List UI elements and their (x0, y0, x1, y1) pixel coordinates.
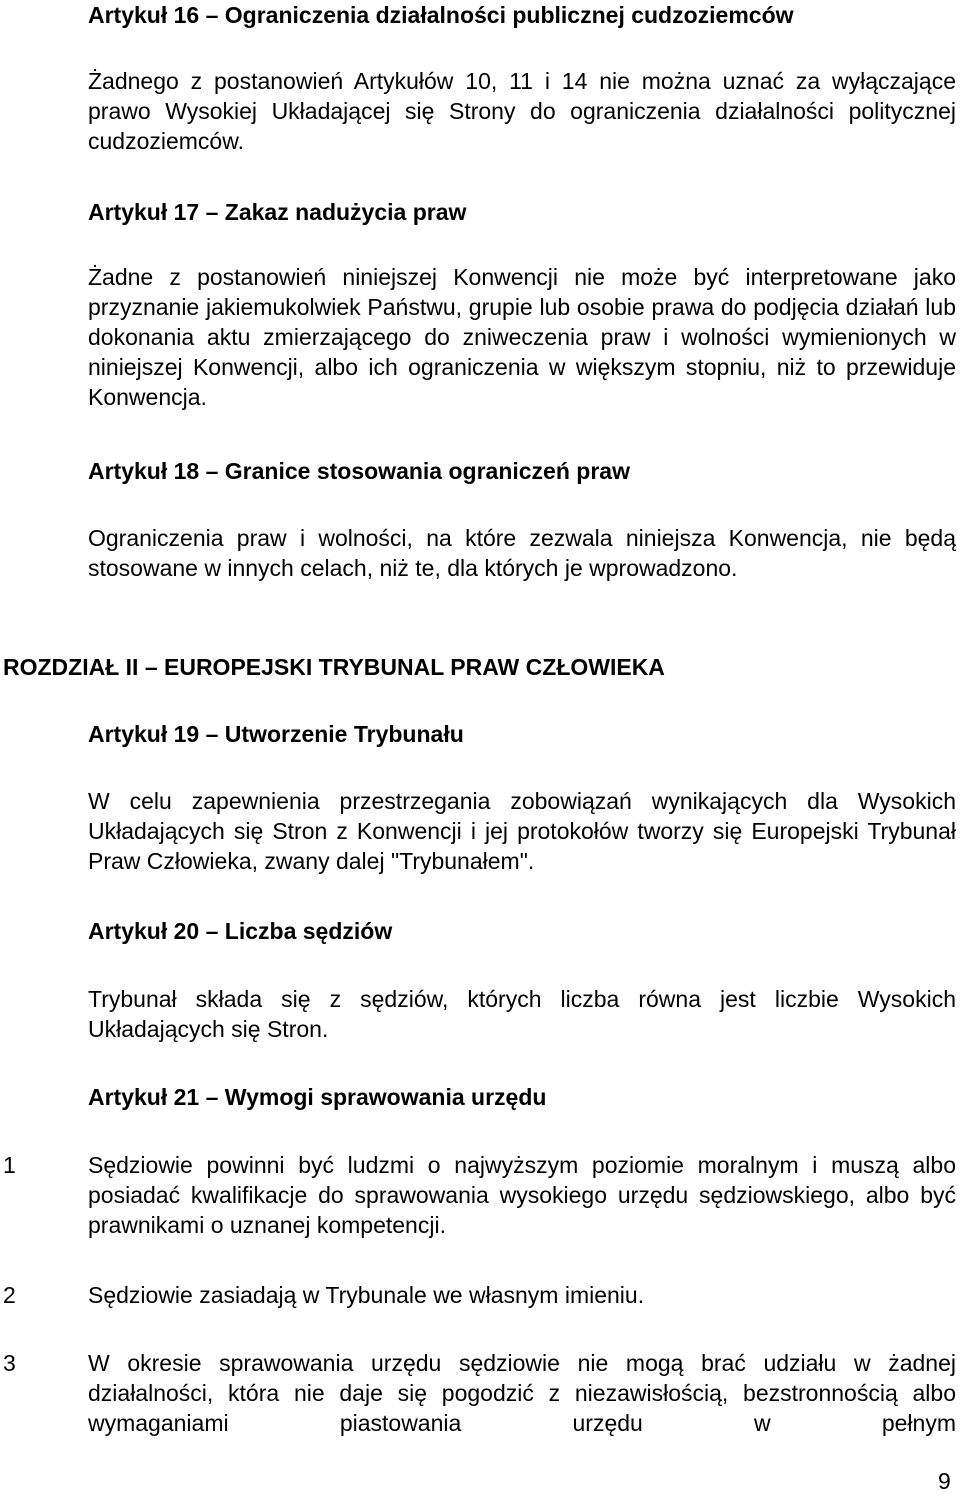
art20-heading: Artykuł 20 – Liczba sędziów (88, 918, 393, 944)
art20-text: Trybunał składa się z sędziów, których liczba równa jest liczbie Wysokich Układających się Stron. (88, 986, 956, 1042)
art16-heading: Artykuł 16 – Ograniczenia działalności publicznej cudzoziemców (88, 2, 794, 28)
item-number: 3 (3, 1350, 16, 1376)
art21-heading: Artykuł 21 – Wymogi sprawowania urzędu (88, 1084, 547, 1110)
art21-item-1-text: Sędziowie powinni być ludzmi o najwyższym poziomie moralnym i muszą albo posiadać kwalifikacje do sprawowania wysokiego urzędu sędziowskiego, albo być prawnikami o uznanej kompetencji. (88, 1152, 956, 1238)
art16-text: Żadnego z postanowień Artykułów 10, 11 i 14 nie można uznać za wyłączające prawo Wysokiej Układającej się Strony do ograniczenia działalności politycznej cudzoziemców. (88, 68, 956, 154)
art19-heading: Artykuł 19 – Utworzenie Trybunału (88, 721, 464, 747)
page-number: 9 (938, 1468, 951, 1494)
art17-heading: Artykuł 17 – Zakaz nadużycia praw (88, 199, 467, 225)
item-number: 1 (3, 1152, 16, 1178)
art18-text: Ograniczenia praw i wolności, na które zezwala niniejsza Konwencja, nie będą stosowane w innych celach, niż te, dla których je wprowadzono. (88, 525, 956, 581)
item-number: 2 (3, 1282, 16, 1308)
art17-text: Żadne z postanowień niniejszej Konwencji nie może być interpretowane jako przyznanie jakiemukolwiek Państwu, grupie lub osobie prawa do podjęcia działań lub dokonania aktu zmierzającego do zniweczenia praw i wolności wymienionych w niniejszej Konwencji, albo ich ograniczenia w większym stopniu, niż to przewiduje Konwencja. (88, 264, 956, 410)
art18-heading: Artykuł 18 – Granice stosowania ograniczeń praw (88, 458, 630, 484)
art21-item-3-text: W okresie sprawowania urzędu sędziowie nie mogą brać udziału w żadnej działalności, która nie daje się pogodzić z niezawisłością, bezstronnością albo wymaganiami piastowania urzędu w pełnym (88, 1350, 956, 1436)
chapter2-heading: ROZDZIAŁ II – EUROPEJSKI TRYBUNAL PRAW CZŁOWIEKA (3, 654, 665, 680)
art19-text: W celu zapewnienia przestrzegania zobowiązań wynikających dla Wysokich Układających się Stron z Konwencji i jej protokołów tworzy się Europejski Trybunał Praw Człowieka, zwany dalej "Trybunałem". (88, 788, 956, 874)
art21-item-2-text: Sędziowie zasiadają w Trybunale we własnym imieniu. (88, 1282, 645, 1308)
